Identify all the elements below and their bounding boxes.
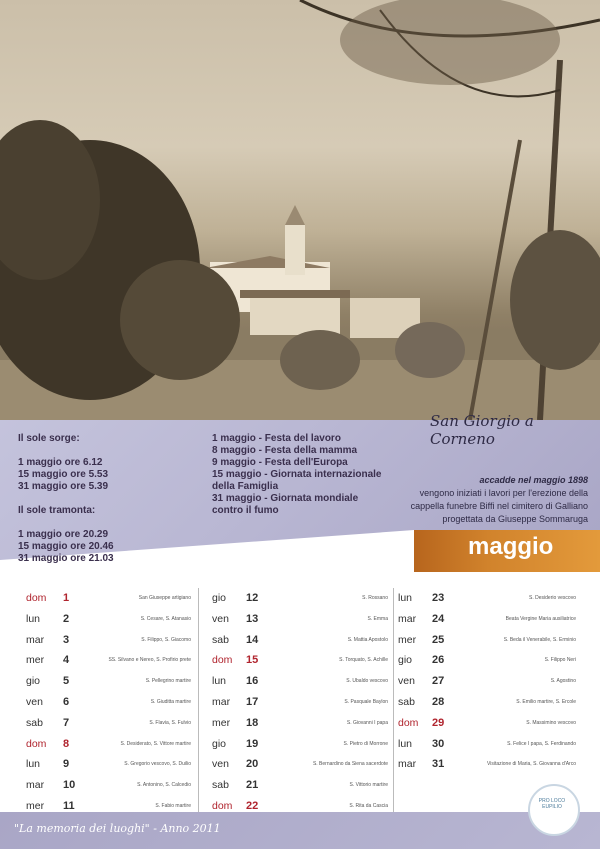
calendar-day-row [398,675,576,696]
calendar-day-row [26,779,191,800]
day-name: ven [26,695,43,708]
saint-name: S. Emilio martire, S. Ercole [516,698,576,705]
calendar-day-row [212,592,388,613]
saint-name: S. Giuditta martire [150,698,191,705]
day-name: sab [212,779,229,792]
saint-name: Beata Vergine Maria ausiliatrice [505,615,576,622]
calendar-day-row [26,634,191,655]
calendar-day-row [26,717,191,738]
sunset-line: 1 maggio ore 20.29 [18,529,109,540]
calendar-day-row [398,758,576,779]
calendar-day-row [398,654,576,675]
calendar-day-row [26,592,191,613]
saint-name: S. Ubaldo vescovo [346,678,388,685]
day-name: mer [26,654,45,667]
day-name: lun [398,592,413,604]
day-name: lun [398,737,413,750]
calendar-column [26,592,191,821]
calendar-day-row [212,758,388,779]
day-number: 20 [246,758,259,771]
saint-name: S. Giovanni I papa [346,719,388,726]
day-number: 10 [63,779,76,792]
day-number: 29 [432,716,445,729]
day-number: 28 [432,695,445,708]
calendar-day-row [26,675,191,696]
day-name: mar [26,779,45,792]
day-number: 26 [432,654,445,667]
saint-name: S. Bernardino da Siena sacerdote [312,761,388,768]
photo-caption: San Giorgio a Corneno [430,412,534,448]
saint-name: S. Fabio martire [155,802,191,809]
day-name: gio [212,592,227,604]
calendar-day-row [398,717,576,738]
day-number: 22 [246,799,259,812]
day-number: 15 [246,654,259,667]
month-title: maggio [468,533,554,560]
saint-name: S. Desiderato, S. Vittore martire [120,740,191,747]
saint-name: S. Gregorio vescovo, S. Duilio [124,761,191,768]
day-name: gio [26,675,41,688]
event-item: 15 maggio - Giornata internazionale della Famiglia [212,469,382,492]
saint-name: S. Pasquale Baylon [344,698,388,705]
sunset-line: 31 maggio ore 21.03 [18,553,114,564]
calendar-day-row [212,654,388,675]
saint-name: S. Vittorio martire [349,782,388,789]
sunrise-line: 31 maggio ore 5.39 [18,481,109,492]
day-number: 18 [246,716,259,729]
saint-name: S. Torquato, S. Achille [339,657,388,664]
calendar-day-row [26,696,191,717]
day-number: 1 [63,592,70,604]
saint-name: S. Pellegrino martire [145,678,191,685]
day-number: 14 [246,633,259,646]
events-list [212,433,392,517]
day-name: dom [212,799,233,812]
calendar-day-row [212,738,388,759]
calendar-day-row [398,592,576,613]
day-number: 21 [246,779,259,792]
day-number: 2 [63,612,70,625]
event-item: 31 maggio - Giornata mondiale contro il fumo [212,493,359,516]
saint-name: S. Filippo, S. Giacomo [141,636,191,643]
saint-name: S. Desiderio vescovo [529,595,576,601]
day-name: dom [26,737,47,750]
day-number: 17 [246,695,259,708]
column-divider [198,588,199,818]
calendar-column [212,592,388,821]
calendar-day-row [398,613,576,634]
day-name: mar [398,612,417,625]
calendar-day-row [212,779,388,800]
day-number: 16 [246,675,259,688]
saint-name: S. Filippo Neri [544,657,576,664]
church-landscape-image [0,0,600,420]
day-number: 6 [63,695,70,708]
day-name: gio [398,654,413,667]
day-name: dom [26,592,47,604]
calendar-day-row [26,738,191,759]
calendar-day-row [398,696,576,717]
day-number: 24 [432,612,445,625]
calendar-day-row [398,634,576,655]
day-name: ven [398,675,415,688]
day-name: mar [212,695,231,708]
saint-name: S. Emma [367,615,388,622]
calendar-day-row [398,738,576,759]
saint-name: S. Rita da Cascia [349,802,388,809]
sunrise-line: 15 maggio ore 5.53 [18,469,109,480]
sunset-title: Il sole tramonta: [18,505,96,516]
day-number: 8 [63,737,70,750]
day-name: lun [26,612,41,625]
day-name: gio [212,737,227,750]
saint-name: Visitazione di Maria, S. Giovanna d'Arco [487,761,576,768]
day-name: ven [212,758,229,771]
history-line: progettata da Giuseppe Sommaruga [442,514,588,524]
day-number: 30 [432,737,445,750]
day-name: lun [212,675,227,688]
saint-name: SS. Silvano e Nereo, S. Profirio prete [108,657,191,664]
calendar-day-row [26,654,191,675]
day-name: ven [212,612,229,625]
saint-name: S. Beda il Venerabile, S. Erminio [503,636,576,643]
day-number: 25 [432,633,445,646]
day-number: 4 [63,654,70,667]
footer-text: "La memoria dei luoghi" - Anno 2011 [14,822,221,835]
calendar-day-row [212,613,388,634]
saint-name: S. Rossano [362,595,388,601]
saint-name: S. Felice I papa, S. Ferdinando [507,740,576,747]
saint-name: S. Antonino, S. Calcedio [137,782,191,789]
day-name: sab [398,695,415,708]
pro-loco-logo [528,784,580,836]
day-number: 27 [432,675,445,688]
day-number: 3 [63,633,70,646]
day-name: dom [398,716,419,729]
landscape-photo [0,0,600,420]
history-line: vengono iniziati i lavori per l'erezione della [419,488,588,498]
event-item: 9 maggio - Festa dell'Europa [212,457,348,468]
calendar-day-row [212,696,388,717]
day-name: mar [398,758,417,771]
event-item: 1 maggio - Festa del lavoro [212,433,341,444]
saint-name: S. Massimino vescovo [526,719,576,726]
day-number: 12 [246,592,259,604]
column-divider [393,588,394,818]
calendar-day-row [212,634,388,655]
saint-name: S. Cesare, S. Atanasio [140,615,191,622]
day-name: mer [398,633,417,646]
day-name: sab [212,633,229,646]
sunset-line: 15 maggio ore 20.46 [18,541,114,552]
saint-name: S. Mattia Apostolo [347,636,388,643]
sun-times [18,433,188,565]
saint-name: S. Agostino [550,678,576,685]
calendar-day-row [26,613,191,634]
day-name: mer [212,716,231,729]
day-number: 19 [246,737,259,750]
day-name: lun [26,758,41,771]
sunrise-line: 1 maggio ore 6.12 [18,457,103,468]
history-note [380,474,588,526]
calendar-day-row [26,758,191,779]
day-number: 31 [432,758,445,771]
calendar-day-row [212,717,388,738]
calendar-column [398,592,576,779]
day-number: 9 [63,758,70,771]
day-number: 13 [246,612,259,625]
day-number: 11 [63,799,75,812]
sunrise-title: Il sole sorge: [18,433,80,444]
day-name: mer [26,799,45,812]
day-name: mar [26,633,45,646]
history-title: accadde nel maggio 1898 [479,475,588,485]
calendar-day-row [212,675,388,696]
event-item: 8 maggio - Festa della mamma [212,445,358,456]
saint-name: S. Pietro di Morrone [343,740,388,747]
day-number: 7 [63,716,70,729]
history-line: cappella funebre Biffi nel cimitero di Galliano [410,501,588,511]
day-number: 5 [63,675,70,688]
day-name: dom [212,654,233,667]
day-number: 23 [432,592,445,604]
saint-name: San Giuseppe artigiano [138,595,191,601]
saint-name: S. Flavia, S. Fulvio [149,719,191,726]
day-name: sab [26,716,43,729]
logo-text: PRO LOCO EUPILIO [538,798,566,810]
